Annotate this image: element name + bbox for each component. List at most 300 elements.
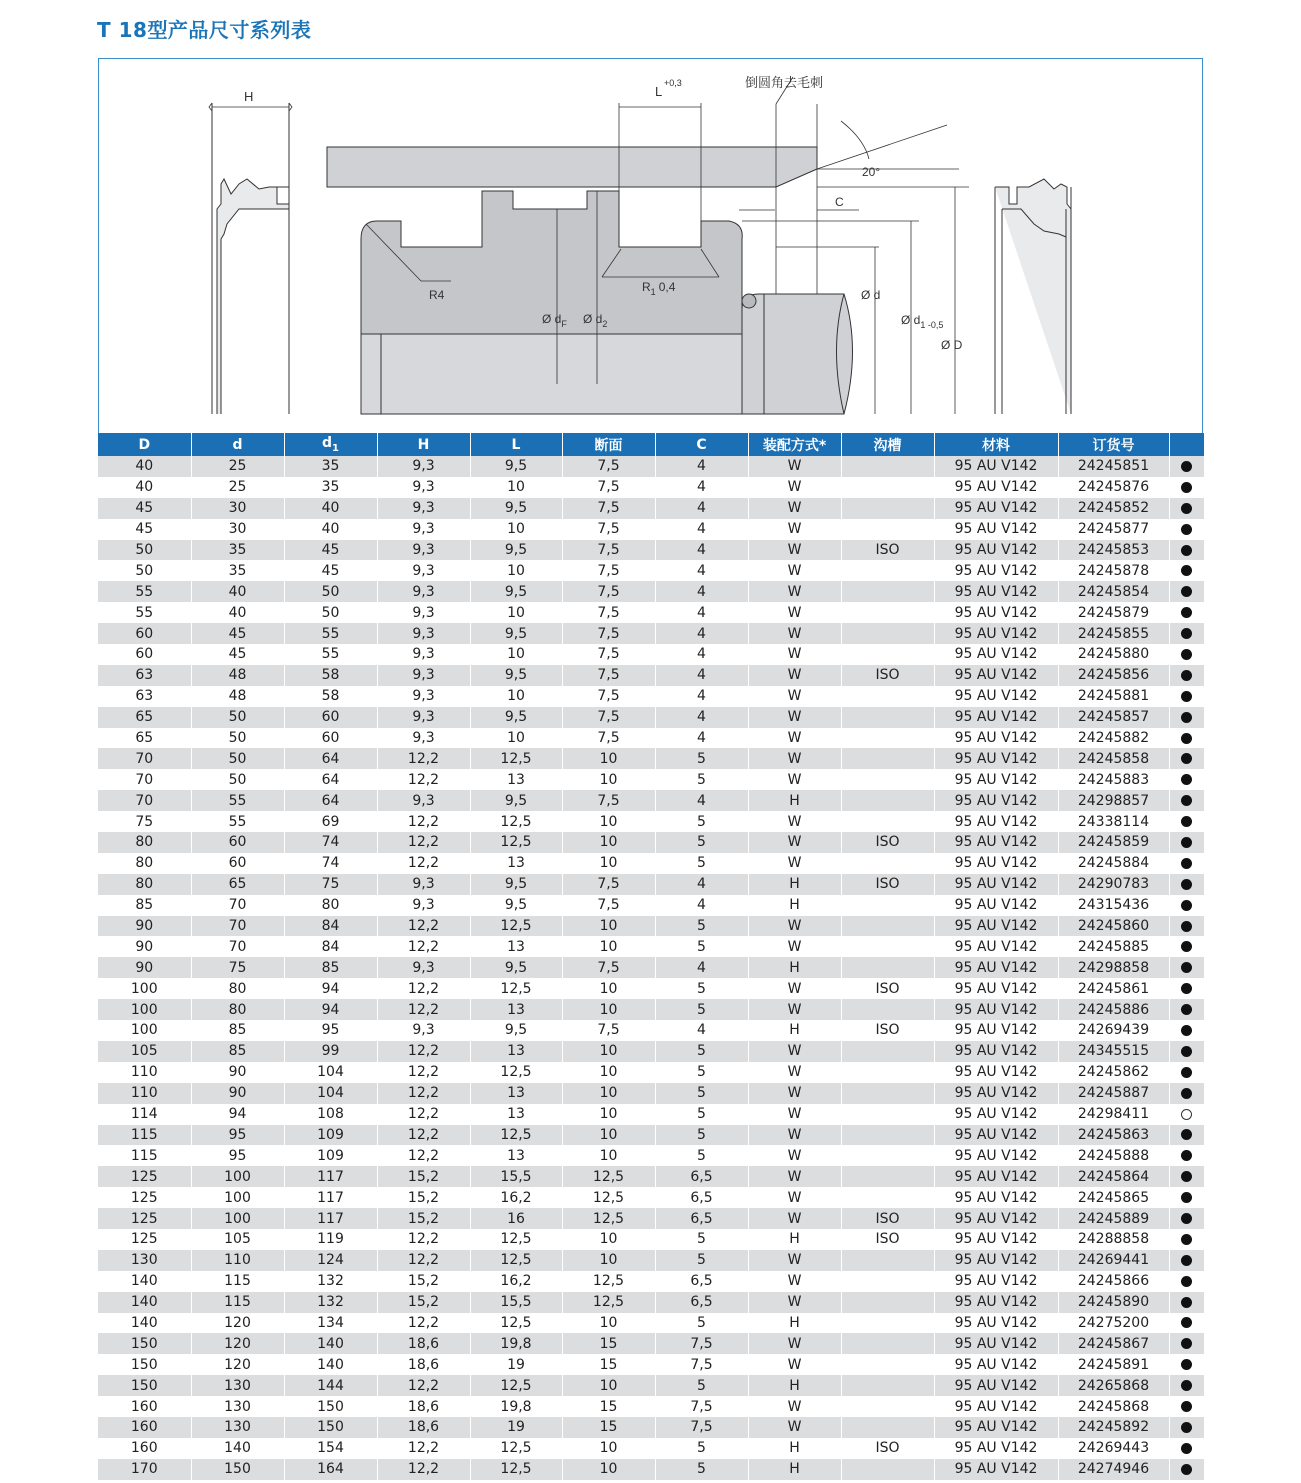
filled-circle-icon <box>1181 900 1192 911</box>
cell-section: 10 <box>562 1229 655 1250</box>
label-d1: Ø $d_{1 -0,5}$ <box>901 313 944 330</box>
cell-assembly: W <box>748 602 841 623</box>
cell-availability <box>1169 1208 1204 1229</box>
table-row <box>98 1229 1204 1250</box>
cell-H: 12,2 <box>377 916 470 937</box>
cell-d: 100 <box>191 1208 284 1229</box>
cell-d: 70 <box>191 936 284 957</box>
table-body <box>98 456 1204 1480</box>
cell-L: 10 <box>470 519 562 540</box>
cell-C: 5 <box>655 1062 748 1083</box>
cell-d: 65 <box>191 874 284 895</box>
filled-circle-icon <box>1181 649 1192 660</box>
cell-C: 5 <box>655 936 748 957</box>
table-row <box>98 811 1204 832</box>
header-C: C <box>655 433 748 456</box>
cell-availability <box>1169 1375 1204 1396</box>
cell-H: 9,3 <box>377 895 470 916</box>
cell-H: 18,6 <box>377 1333 470 1354</box>
cell-d1: 132 <box>284 1292 377 1313</box>
cell-d: 100 <box>191 1187 284 1208</box>
cell-d1: 55 <box>284 623 377 644</box>
cell-availability <box>1169 686 1204 707</box>
cell-section: 7,5 <box>562 540 655 561</box>
cell-C: 5 <box>655 1125 748 1146</box>
cell-L: 10 <box>470 560 562 581</box>
header-L: L <box>470 433 562 456</box>
cell-groove <box>841 477 934 498</box>
table-row <box>98 1041 1204 1062</box>
table-row <box>98 728 1204 749</box>
cell-order-no: 24245867 <box>1058 1333 1169 1354</box>
cell-availability <box>1169 581 1204 602</box>
filled-circle-icon <box>1181 482 1192 493</box>
cell-groove <box>841 1145 934 1166</box>
cell-d1: 140 <box>284 1333 377 1354</box>
cell-order-no: 24245856 <box>1058 665 1169 686</box>
cell-groove <box>841 936 934 957</box>
filled-circle-icon <box>1181 1046 1192 1057</box>
filled-circle-icon <box>1181 1192 1192 1203</box>
cell-section: 7,5 <box>562 686 655 707</box>
cell-availability <box>1169 477 1204 498</box>
header-d: d <box>191 433 284 456</box>
cell-L: 9,5 <box>470 623 562 644</box>
cell-L: 19 <box>470 1417 562 1438</box>
cell-H: 9,3 <box>377 665 470 686</box>
cell-assembly: H <box>748 957 841 978</box>
cell-d: 40 <box>191 581 284 602</box>
cell-material: 95 AU V142 <box>934 1229 1058 1250</box>
cell-availability <box>1169 1459 1204 1480</box>
cell-material: 95 AU V142 <box>934 728 1058 749</box>
cell-availability <box>1169 1083 1204 1104</box>
cell-availability <box>1169 769 1204 790</box>
cell-order-no: 24245880 <box>1058 644 1169 665</box>
cell-availability <box>1169 728 1204 749</box>
cell-d1: 144 <box>284 1375 377 1396</box>
cell-material: 95 AU V142 <box>934 895 1058 916</box>
cell-section: 7,5 <box>562 665 655 686</box>
cell-C: 4 <box>655 665 748 686</box>
cell-d: 30 <box>191 519 284 540</box>
cell-assembly: W <box>748 1292 841 1313</box>
cell-H: 12,2 <box>377 832 470 853</box>
header-groove: 沟槽 <box>841 433 934 456</box>
cell-groove: ISO <box>841 1229 934 1250</box>
filled-circle-icon <box>1181 816 1192 827</box>
label-C: C <box>835 195 844 209</box>
filled-circle-icon <box>1181 1213 1192 1224</box>
cell-C: 6,5 <box>655 1208 748 1229</box>
table-row <box>98 895 1204 916</box>
header-availability <box>1169 433 1204 456</box>
cell-C: 6,5 <box>655 1271 748 1292</box>
cell-availability <box>1169 999 1204 1020</box>
table-row <box>98 1417 1204 1438</box>
cell-groove <box>841 1459 934 1480</box>
cell-D: 125 <box>98 1229 191 1250</box>
cell-material: 95 AU V142 <box>934 1208 1058 1229</box>
cell-assembly: W <box>748 1041 841 1062</box>
cell-section: 12,5 <box>562 1271 655 1292</box>
cell-D: 65 <box>98 728 191 749</box>
table-row <box>98 790 1204 811</box>
cell-L: 13 <box>470 1083 562 1104</box>
cell-availability <box>1169 1145 1204 1166</box>
label-d: Ø d <box>861 288 881 302</box>
cell-groove <box>841 1250 934 1271</box>
cell-order-no: 24338114 <box>1058 811 1169 832</box>
filled-circle-icon <box>1181 879 1192 890</box>
cell-H: 12,2 <box>377 1083 470 1104</box>
cell-d1: 154 <box>284 1438 377 1459</box>
cell-section: 12,5 <box>562 1187 655 1208</box>
cell-section: 7,5 <box>562 1020 655 1041</box>
cell-groove <box>841 916 934 937</box>
cell-material: 95 AU V142 <box>934 916 1058 937</box>
cell-C: 5 <box>655 769 748 790</box>
cell-availability <box>1169 1020 1204 1041</box>
cell-C: 7,5 <box>655 1354 748 1375</box>
cell-groove: ISO <box>841 1208 934 1229</box>
cell-d1: 35 <box>284 456 377 477</box>
cell-D: 63 <box>98 665 191 686</box>
cell-material: 95 AU V142 <box>934 498 1058 519</box>
cell-C: 4 <box>655 456 748 477</box>
cell-material: 95 AU V142 <box>934 540 1058 561</box>
cell-groove <box>841 1125 934 1146</box>
cell-section: 10 <box>562 769 655 790</box>
filled-circle-icon <box>1181 1297 1192 1308</box>
cell-availability <box>1169 916 1204 937</box>
cell-d: 130 <box>191 1417 284 1438</box>
cell-order-no: 24245891 <box>1058 1354 1169 1375</box>
cell-order-no: 24245883 <box>1058 769 1169 790</box>
cell-material: 95 AU V142 <box>934 1313 1058 1334</box>
cell-d1: 108 <box>284 1104 377 1125</box>
cell-order-no: 24245881 <box>1058 686 1169 707</box>
cell-L: 9,5 <box>470 874 562 895</box>
cell-order-no: 24245879 <box>1058 602 1169 623</box>
table-header-row <box>98 433 1204 456</box>
cell-d1: 150 <box>284 1396 377 1417</box>
cell-material: 95 AU V142 <box>934 1187 1058 1208</box>
cell-d: 110 <box>191 1250 284 1271</box>
cell-groove <box>841 1417 934 1438</box>
cell-d1: 74 <box>284 853 377 874</box>
cell-H: 12,2 <box>377 1145 470 1166</box>
cell-assembly: H <box>748 1313 841 1334</box>
cell-availability <box>1169 602 1204 623</box>
cell-order-no: 24245885 <box>1058 936 1169 957</box>
cell-C: 5 <box>655 1229 748 1250</box>
cell-order-no: 24245861 <box>1058 978 1169 999</box>
cell-order-no: 24245890 <box>1058 1292 1169 1313</box>
cell-material: 95 AU V142 <box>934 456 1058 477</box>
cell-section: 10 <box>562 1041 655 1062</box>
left-seal-profile <box>209 103 292 414</box>
cell-availability <box>1169 498 1204 519</box>
cell-d1: 64 <box>284 790 377 811</box>
cell-H: 12,2 <box>377 1250 470 1271</box>
cell-assembly: W <box>748 978 841 999</box>
cell-D: 160 <box>98 1438 191 1459</box>
cell-d1: 75 <box>284 874 377 895</box>
cell-H: 9,3 <box>377 498 470 519</box>
table-row <box>98 1375 1204 1396</box>
filled-circle-icon <box>1181 795 1192 806</box>
cell-C: 4 <box>655 895 748 916</box>
cell-order-no: 24245857 <box>1058 707 1169 728</box>
table-row <box>98 916 1204 937</box>
cell-order-no: 24245852 <box>1058 498 1169 519</box>
cell-section: 10 <box>562 853 655 874</box>
cell-d1: 50 <box>284 581 377 602</box>
table-row <box>98 665 1204 686</box>
cell-d: 70 <box>191 916 284 937</box>
cell-availability <box>1169 1104 1204 1125</box>
cell-C: 5 <box>655 1041 748 1062</box>
cell-D: 130 <box>98 1250 191 1271</box>
cell-H: 9,3 <box>377 728 470 749</box>
cell-d: 45 <box>191 644 284 665</box>
filled-circle-icon <box>1181 565 1192 576</box>
cell-C: 5 <box>655 811 748 832</box>
cell-L: 10 <box>470 602 562 623</box>
cell-d1: 109 <box>284 1125 377 1146</box>
header-order-no: 订货号 <box>1058 433 1169 456</box>
table-row <box>98 1208 1204 1229</box>
cell-d1: 50 <box>284 602 377 623</box>
header-material: 材料 <box>934 433 1058 456</box>
filled-circle-icon <box>1181 921 1192 932</box>
cell-order-no: 24245868 <box>1058 1396 1169 1417</box>
cell-groove <box>841 623 934 644</box>
cell-material: 95 AU V142 <box>934 957 1058 978</box>
cell-assembly: W <box>748 540 841 561</box>
cell-C: 6,5 <box>655 1187 748 1208</box>
cell-assembly: W <box>748 1354 841 1375</box>
cell-d: 50 <box>191 748 284 769</box>
cell-d: 120 <box>191 1313 284 1334</box>
cell-L: 12,5 <box>470 1125 562 1146</box>
cell-assembly: W <box>748 519 841 540</box>
cell-groove <box>841 790 934 811</box>
cell-availability <box>1169 1292 1204 1313</box>
cell-availability <box>1169 1062 1204 1083</box>
cell-D: 160 <box>98 1417 191 1438</box>
cell-section: 10 <box>562 1104 655 1125</box>
cell-assembly: W <box>748 456 841 477</box>
cell-groove <box>841 1375 934 1396</box>
cell-material: 95 AU V142 <box>934 1041 1058 1062</box>
cell-availability <box>1169 832 1204 853</box>
filled-circle-icon <box>1181 1359 1192 1370</box>
cell-assembly: W <box>748 1083 841 1104</box>
cell-H: 15,2 <box>377 1208 470 1229</box>
cell-D: 80 <box>98 832 191 853</box>
seal-section <box>361 191 853 414</box>
table-row <box>98 1166 1204 1187</box>
label-H: H <box>244 89 254 104</box>
cell-C: 4 <box>655 602 748 623</box>
cell-groove <box>841 1271 934 1292</box>
cell-C: 4 <box>655 540 748 561</box>
cell-material: 95 AU V142 <box>934 519 1058 540</box>
cell-d1: 40 <box>284 519 377 540</box>
cell-section: 7,5 <box>562 623 655 644</box>
cell-D: 40 <box>98 456 191 477</box>
page-title: T 18型产品尺寸系列表 <box>97 18 312 42</box>
cell-section: 15 <box>562 1396 655 1417</box>
cell-D: 90 <box>98 916 191 937</box>
table-row <box>98 1354 1204 1375</box>
cell-availability <box>1169 1041 1204 1062</box>
filled-circle-icon <box>1181 1380 1192 1391</box>
cell-d: 35 <box>191 540 284 561</box>
cell-D: 60 <box>98 644 191 665</box>
cell-material: 95 AU V142 <box>934 1438 1058 1459</box>
cell-availability <box>1169 540 1204 561</box>
filled-circle-icon <box>1181 1004 1192 1015</box>
cell-section: 10 <box>562 748 655 769</box>
cell-assembly: W <box>748 686 841 707</box>
cell-order-no: 24245862 <box>1058 1062 1169 1083</box>
cell-H: 12,2 <box>377 1062 470 1083</box>
cell-D: 63 <box>98 686 191 707</box>
cell-section: 7,5 <box>562 957 655 978</box>
table-row <box>98 874 1204 895</box>
cell-d1: 35 <box>284 477 377 498</box>
table-row <box>98 540 1204 561</box>
cell-section: 10 <box>562 1145 655 1166</box>
cell-groove <box>841 1354 934 1375</box>
label-L: L <box>655 84 663 99</box>
cell-groove <box>841 1396 934 1417</box>
cell-section: 7,5 <box>562 560 655 581</box>
cell-H: 18,6 <box>377 1354 470 1375</box>
table-row <box>98 936 1204 957</box>
cell-order-no: 24245866 <box>1058 1271 1169 1292</box>
cell-groove <box>841 1333 934 1354</box>
cell-H: 12,2 <box>377 853 470 874</box>
cell-L: 12,5 <box>470 1459 562 1480</box>
cell-order-no: 24298858 <box>1058 957 1169 978</box>
filled-circle-icon <box>1181 524 1192 535</box>
cell-assembly: W <box>748 936 841 957</box>
cell-groove <box>841 602 934 623</box>
cell-L: 10 <box>470 686 562 707</box>
cell-H: 9,3 <box>377 707 470 728</box>
cell-H: 9,3 <box>377 581 470 602</box>
cell-assembly: W <box>748 477 841 498</box>
cell-H: 12,2 <box>377 1041 470 1062</box>
cell-order-no: 24245884 <box>1058 853 1169 874</box>
table-row <box>98 769 1204 790</box>
cell-d: 25 <box>191 456 284 477</box>
cell-order-no: 24245876 <box>1058 477 1169 498</box>
cell-d1: 132 <box>284 1271 377 1292</box>
cell-material: 95 AU V142 <box>934 978 1058 999</box>
cell-groove <box>841 707 934 728</box>
cell-H: 9,3 <box>377 540 470 561</box>
cell-groove <box>841 957 934 978</box>
cell-d1: 164 <box>284 1459 377 1480</box>
cell-section: 10 <box>562 832 655 853</box>
header-H: H <box>377 433 470 456</box>
filled-circle-icon <box>1181 1276 1192 1287</box>
cell-availability <box>1169 811 1204 832</box>
cell-H: 9,3 <box>377 957 470 978</box>
cell-d: 120 <box>191 1354 284 1375</box>
cell-section: 10 <box>562 1083 655 1104</box>
cell-d: 40 <box>191 602 284 623</box>
cell-section: 10 <box>562 999 655 1020</box>
cell-C: 5 <box>655 978 748 999</box>
table-row <box>98 1125 1204 1146</box>
cell-groove <box>841 769 934 790</box>
cell-groove <box>841 748 934 769</box>
cell-L: 9,5 <box>470 581 562 602</box>
cell-material: 95 AU V142 <box>934 1125 1058 1146</box>
cell-material: 95 AU V142 <box>934 560 1058 581</box>
cell-material: 95 AU V142 <box>934 1292 1058 1313</box>
cell-section: 15 <box>562 1417 655 1438</box>
cell-L: 9,5 <box>470 895 562 916</box>
cell-material: 95 AU V142 <box>934 1354 1058 1375</box>
cell-C: 4 <box>655 477 748 498</box>
cell-material: 95 AU V142 <box>934 999 1058 1020</box>
cell-section: 10 <box>562 916 655 937</box>
cell-section: 7,5 <box>562 707 655 728</box>
cell-L: 9,5 <box>470 790 562 811</box>
rod-plate <box>327 147 817 187</box>
cell-order-no: 24345515 <box>1058 1041 1169 1062</box>
cell-L: 13 <box>470 999 562 1020</box>
cell-C: 5 <box>655 1104 748 1125</box>
cell-assembly: W <box>748 1125 841 1146</box>
cell-material: 95 AU V142 <box>934 1333 1058 1354</box>
label-dF: Ø $d_F$ <box>542 312 567 329</box>
filled-circle-icon <box>1181 962 1192 973</box>
cell-material: 95 AU V142 <box>934 1062 1058 1083</box>
cell-d: 115 <box>191 1271 284 1292</box>
cell-assembly: W <box>748 1333 841 1354</box>
cell-section: 12,5 <box>562 1166 655 1187</box>
cell-availability <box>1169 1125 1204 1146</box>
cell-availability <box>1169 1250 1204 1271</box>
cell-D: 160 <box>98 1396 191 1417</box>
cell-availability <box>1169 936 1204 957</box>
cell-section: 10 <box>562 1375 655 1396</box>
cell-order-no: 24265868 <box>1058 1375 1169 1396</box>
cell-assembly: W <box>748 748 841 769</box>
cell-assembly: W <box>748 1250 841 1271</box>
cell-L: 9,5 <box>470 957 562 978</box>
cell-d: 75 <box>191 957 284 978</box>
cell-H: 12,2 <box>377 1125 470 1146</box>
cell-section: 7,5 <box>562 895 655 916</box>
label-L-tolerance: +0,3 <box>664 78 682 88</box>
cell-C: 5 <box>655 1145 748 1166</box>
cell-H: 9,3 <box>377 519 470 540</box>
cell-groove: ISO <box>841 665 934 686</box>
cell-section: 10 <box>562 811 655 832</box>
cell-availability <box>1169 748 1204 769</box>
cell-section: 10 <box>562 1250 655 1271</box>
cell-C: 6,5 <box>655 1292 748 1313</box>
